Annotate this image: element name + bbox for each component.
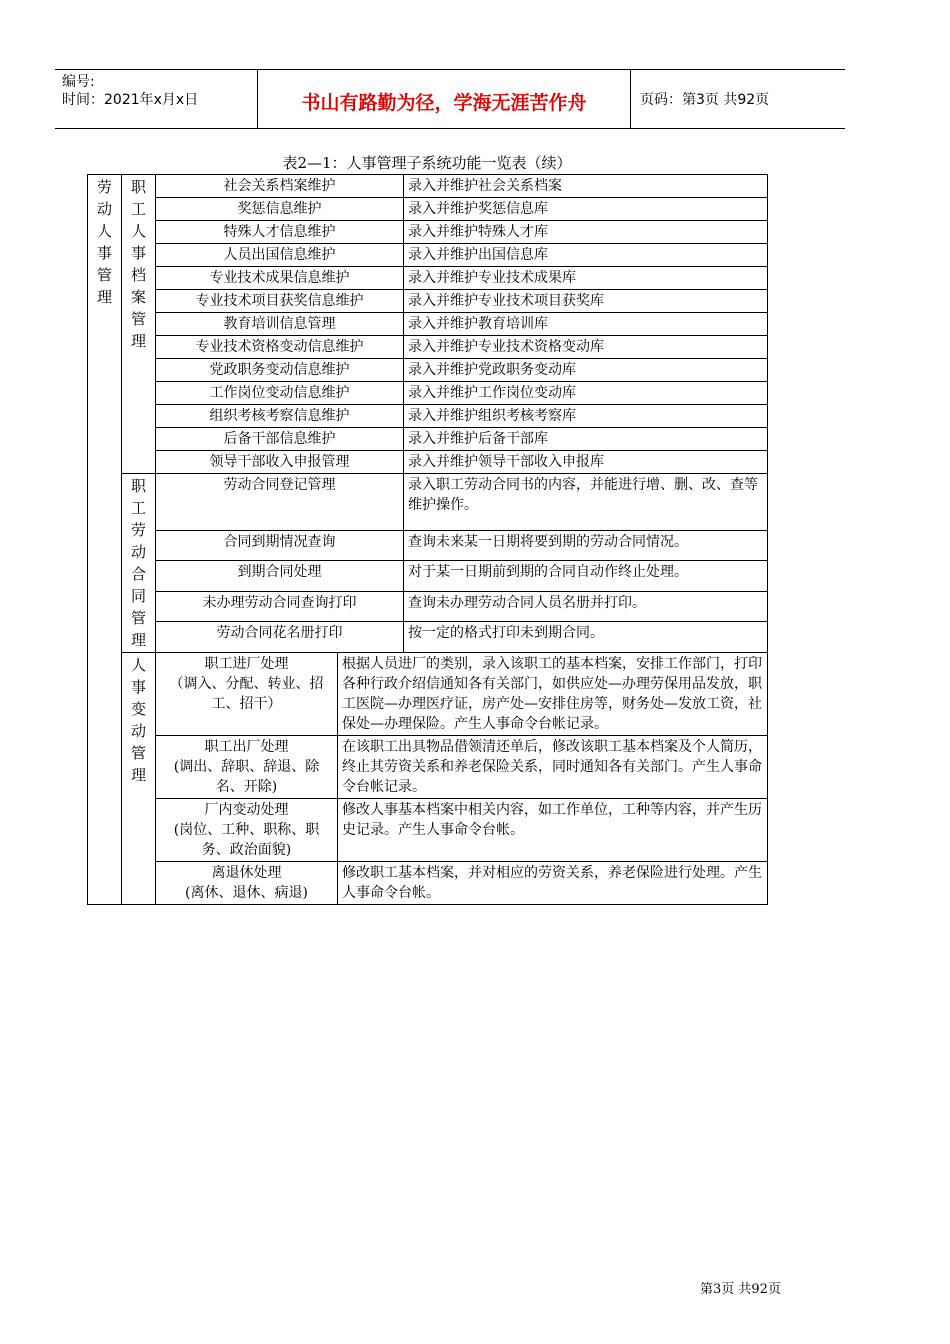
- table-row: [88, 474, 768, 531]
- function-name-cell: 到期合同处理: [156, 561, 404, 591]
- function-desc-cell: 录入并维护组织考核考察库: [404, 405, 768, 428]
- function-desc-cell: 在该职工出具物品借领清还单后，修改该职工基本档案及个人简历，终止其劳资关系和养老保险关系，同时通知各有关部门。产生人事命令台帐记录。: [338, 736, 768, 799]
- table-caption: 表2—1：人事管理子系统功能一览表（续）: [282, 154, 572, 172]
- table-row: [88, 799, 768, 862]
- function-name-cell: 未办理劳动合同查询打印: [156, 591, 404, 621]
- table-row: [88, 244, 768, 267]
- section-change-cell: [122, 653, 156, 905]
- function-desc-cell: 录入并维护特殊人才库: [404, 221, 768, 244]
- function-desc-cell: 录入并维护奖惩信息库: [404, 198, 768, 221]
- function-desc-cell: 录入并维护工作岗位变动库: [404, 382, 768, 405]
- table-row: [88, 736, 768, 799]
- function-desc-cell: 录入并维护社会关系档案: [404, 175, 768, 198]
- function-name-cell: 组织考核考察信息维护: [156, 405, 404, 428]
- page-indicator: 页码：第3页 共92页: [640, 92, 770, 108]
- table-row: [88, 591, 768, 621]
- function-desc-cell: 录入并维护党政职务变动库: [404, 359, 768, 382]
- function-desc-cell: 录入并维护后备干部库: [404, 428, 768, 451]
- function-name-cell: 奖惩信息维护: [156, 198, 404, 221]
- table-row: [88, 198, 768, 221]
- function-name-cell: 特殊人才信息维护: [156, 221, 404, 244]
- function-name-cell: 专业技术项目获奖信息维护: [156, 290, 404, 313]
- table-row: [88, 175, 768, 198]
- table-row: [88, 382, 768, 405]
- section-archive-cell-label: 职工人事档案管理: [131, 178, 147, 350]
- function-desc-cell: 录入并维护专业技术项目获奖库: [404, 290, 768, 313]
- table-row: [88, 531, 768, 561]
- function-table-body: [88, 174, 768, 905]
- function-name-cell: 厂内变动处理 (岗位、工种、职称、职务、政治面貌): [156, 799, 338, 862]
- table-row: [88, 653, 768, 736]
- function-desc-cell: 录入并维护出国信息库: [404, 244, 768, 267]
- function-desc-cell: 修改职工基本档案，并对相应的劳资关系，养老保险进行处理。产生人事命令台帐。: [338, 862, 768, 905]
- section-change-cell-label: 人事变动管理: [131, 656, 147, 784]
- section-archive-cell: [122, 175, 156, 474]
- function-name-cell: 工作岗位变动信息维护: [156, 382, 404, 405]
- function-name-cell: 领导干部收入申报管理: [156, 451, 404, 474]
- table-row: [88, 267, 768, 290]
- function-name-cell: 合同到期情况查询: [156, 531, 404, 561]
- table-row: [88, 313, 768, 336]
- function-name-cell: 劳动合同登记管理: [156, 474, 404, 531]
- table-row: [88, 862, 768, 905]
- function-name-cell: 后备干部信息维护: [156, 428, 404, 451]
- table-row: [88, 428, 768, 451]
- function-desc-cell: 录入并维护领导干部收入申报库: [404, 451, 768, 474]
- function-desc-cell: 录入并维护专业技术资格变动库: [404, 336, 768, 359]
- section-contract-cell-label: 职工劳动合同管理: [131, 477, 147, 649]
- function-name-cell: 离退休处理 (离休、退休、病退): [156, 862, 338, 905]
- function-desc-cell: 录入并维护教育培训库: [404, 313, 768, 336]
- header-motto: 书山有路勤为径，学海无涯苦作舟: [301, 92, 587, 114]
- group-main-cell-label: 劳动人事管理: [97, 178, 113, 306]
- header-top-rule: [55, 69, 845, 70]
- table-row: [88, 221, 768, 244]
- function-desc-cell: 修改人事基本档案中相关内容，如工作单位，工种等内容，并产生历史记录。产生人事命令台帐。: [338, 799, 768, 862]
- table-row: [88, 561, 768, 591]
- table-row: [88, 451, 768, 474]
- group-main-cell: [88, 175, 122, 905]
- table-row: [88, 359, 768, 382]
- table-row: [88, 336, 768, 359]
- table-row: [88, 622, 768, 653]
- function-desc-cell: 录入职工劳动合同书的内容，并能进行增、删、改、查等维护操作。: [404, 474, 768, 531]
- page-footer: 第3页 共92页: [700, 1282, 781, 1297]
- function-name-cell: 劳动合同花名册打印: [156, 622, 404, 653]
- function-desc-cell: 根据人员进厂的类别，录入该职工的基本档案，安排工作部门，打印各种行政介绍信通知各有关部门，如供应处—办理劳保用品发放，职工医院—办理医疗证，房产处—安排住房等，财务处—发放工资，社保处—办理保险。产生人事命令台帐记录。: [338, 653, 768, 736]
- function-name-cell: 专业技术资格变动信息维护: [156, 336, 404, 359]
- doc-number-label: 编号:: [62, 74, 95, 90]
- section-contract-cell: [122, 474, 156, 653]
- header-bottom-rule: [55, 128, 845, 129]
- function-desc-cell: 按一定的格式打印未到期合同。: [404, 622, 768, 653]
- table-row: [88, 405, 768, 428]
- function-desc-cell: 录入并维护专业技术成果库: [404, 267, 768, 290]
- function-name-cell: 社会关系档案维护: [156, 175, 404, 198]
- header-divider-right: [630, 69, 631, 128]
- function-desc-cell: 查询未来某一日期将要到期的劳动合同情况。: [404, 531, 768, 561]
- table-row: [88, 290, 768, 313]
- function-table: [87, 174, 768, 905]
- function-name-cell: 党政职务变动信息维护: [156, 359, 404, 382]
- function-name-cell: 人员出国信息维护: [156, 244, 404, 267]
- doc-time-label: 时间：2021年x月x日: [62, 92, 199, 108]
- function-name-cell: 职工进厂处理 （调入、分配、转业、招工、招干）: [156, 653, 338, 736]
- function-name-cell: 教育培训信息管理: [156, 313, 404, 336]
- function-desc-cell: 对于某一日期前到期的合同自动作终止处理。: [404, 561, 768, 591]
- function-name-cell: 职工出厂处理 (调出、辞职、辞退、除名、开除): [156, 736, 338, 799]
- function-desc-cell: 查询未办理劳动合同人员名册并打印。: [404, 591, 768, 621]
- function-name-cell: 专业技术成果信息维护: [156, 267, 404, 290]
